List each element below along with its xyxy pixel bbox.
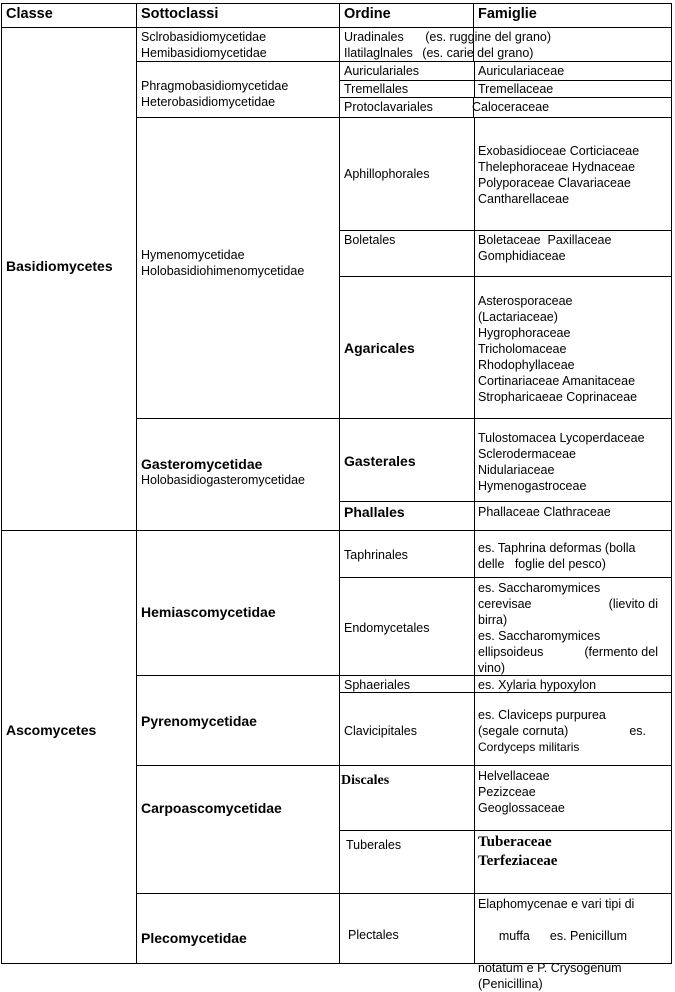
col-divider-2 <box>339 3 340 964</box>
order-boletales: Boletales <box>344 233 396 247</box>
class-ascomycetes: Ascomycetes <box>6 722 97 738</box>
family-line: es. Claviceps purpurea <box>478 708 606 722</box>
table-border-top <box>1 3 671 4</box>
family-text: es. <box>629 724 646 738</box>
subclass-sclrobasidiomycetidae <box>141 29 267 61</box>
order-name: Ilatilaglnales <box>344 46 413 60</box>
order-gasterales: Gasterales <box>344 453 416 469</box>
family-protoclavariales: Caloceraceae <box>472 100 550 114</box>
order-ilatilaginales <box>344 45 584 61</box>
family-line: (Lactariaceae) <box>478 310 558 324</box>
col-divider-1 <box>136 3 137 964</box>
subclass-divider <box>136 61 671 62</box>
family-line: (Penicillina) <box>478 977 543 991</box>
subclass-phragmobasidiomycetidae <box>141 78 288 110</box>
family-discales <box>478 768 565 816</box>
family-line: vino) <box>478 661 506 675</box>
family-auriculariales: Auriculariaceae <box>478 64 565 78</box>
order-divider <box>339 830 671 831</box>
class-divider <box>1 530 671 531</box>
subclass-divider <box>136 117 671 118</box>
header-divider <box>1 27 671 28</box>
subclass-gasteromycetidae <box>141 456 305 488</box>
family-line: Terfeziaceae <box>478 853 558 869</box>
family-text: (segale cornuta) <box>478 724 569 738</box>
family-line: Asterosporaceae <box>478 294 573 308</box>
order-tremellales: Tremellales <box>344 82 409 96</box>
family-clavicipitales <box>478 707 646 755</box>
family-gasterales <box>478 430 645 494</box>
family-line: Nidulariaceae <box>478 463 555 477</box>
family-text: cerevisae <box>478 597 532 611</box>
subclass-line: Holobasidiogasteromycetidae <box>141 473 305 487</box>
family-line: es. Saccharomymices <box>478 581 601 595</box>
order-divider <box>339 230 671 231</box>
family-line <box>478 644 658 660</box>
subclass-hymenomycetidae <box>141 247 304 279</box>
family-line: notatum e P. Crysogenum <box>478 961 622 975</box>
order-endomycetales: Endomycetales <box>344 621 430 635</box>
family-agaricales <box>478 293 637 405</box>
subclass-plecomycetidae: Plecomycetidae <box>141 930 247 946</box>
order-divider <box>339 97 671 98</box>
family-line: Tulostomacea Lycoperdaceae <box>478 431 645 445</box>
family-line: Cordyceps militaris <box>478 740 580 754</box>
family-line: Cortinariaceae Amanitaceae <box>478 374 636 388</box>
family-line: Thelephoraceae Hydnaceae <box>478 160 636 174</box>
table-border-right <box>671 3 672 964</box>
family-line: Sclerodermaceae <box>478 447 576 461</box>
subclass-line: Hemibasidiomycetidae <box>141 46 267 60</box>
header-classe: Classe <box>6 6 53 22</box>
family-line: es. Taphrina deformas (bolla <box>478 541 636 555</box>
subclass-line: Phragmobasidiomycetidae <box>141 79 289 93</box>
family-text: muffa <box>498 929 530 943</box>
family-line: Geoglossaceae <box>478 801 565 815</box>
order-divider <box>339 501 671 502</box>
family-line: Cantharellaceae <box>478 192 570 206</box>
family-line: Rhodophyllaceae <box>478 358 575 372</box>
table-border-left <box>1 3 2 964</box>
order-note: (es. ruggine del grano) <box>425 30 552 44</box>
family-line: Hygrophoraceae <box>478 326 571 340</box>
order-divider <box>339 276 671 277</box>
order-tuberales: Tuberales <box>346 838 402 852</box>
subclass-divider <box>136 418 671 419</box>
order-note: (es. carie del grano) <box>422 46 534 60</box>
family-text: (fermento del <box>584 645 658 659</box>
order-uradinales <box>344 29 584 45</box>
subclass-divider <box>136 893 671 894</box>
order-auriculariales: Auriculariales <box>344 64 420 78</box>
order-agaricales: Agaricales <box>344 340 415 356</box>
family-line: birra) <box>478 613 508 627</box>
order-phallales: Phallales <box>344 504 405 520</box>
subclass-line: Hymenomycetidae <box>141 248 245 262</box>
family-text: ellipsoideus <box>478 645 544 659</box>
subclass-divider <box>136 765 671 766</box>
order-protoclavariales: Protoclavariales <box>344 100 433 114</box>
family-line: Tuberaceae <box>478 834 552 850</box>
family-text: es. Penicillum <box>549 929 628 943</box>
subclass-line: Sclrobasidiomycetidae <box>141 30 267 44</box>
family-aphillophorales <box>478 143 639 207</box>
subclass-line: Holobasidiohimenomycetidae <box>141 264 305 278</box>
col-divider-3d <box>474 118 475 964</box>
header-sottoclassi: Sottoclassi <box>141 6 219 22</box>
family-boletales <box>478 232 611 264</box>
family-line: Polyporaceae Clavariaceae <box>478 176 631 190</box>
family-line <box>478 723 646 739</box>
subclass-pyrenomycetidae: Pyrenomycetidae <box>141 713 257 729</box>
header-famiglie: Famiglie <box>478 6 537 22</box>
order-name: Uradinales <box>344 30 404 44</box>
family-line <box>478 912 664 960</box>
family-line: Gomphidiaceae <box>478 249 566 263</box>
subclass-hemiascomycetidae: Hemiascomycetidae <box>141 604 276 620</box>
header-ordine: Ordine <box>344 6 391 22</box>
order-aphillophorales: Aphillophorales <box>344 167 430 181</box>
order-taphrinales: Taphrinales <box>344 548 408 562</box>
family-taphrinales <box>478 540 636 572</box>
subclass-line: Gasteromycetidae <box>141 456 263 472</box>
order-discales: Discales <box>341 773 390 788</box>
family-phallales: Phallaceae Clathraceae <box>478 505 611 519</box>
family-text: (lievito di <box>608 597 658 611</box>
family-line: Tricholomaceae <box>478 342 567 356</box>
family-endomycetales <box>478 580 658 676</box>
family-line: Stropharicaeae Coprinaceae <box>478 390 638 404</box>
family-line: es. Saccharomymices <box>478 629 601 643</box>
family-plectales <box>478 896 664 992</box>
subclass-line: Heterobasidiomycetidae <box>141 95 276 109</box>
family-line: Helvellaceae <box>478 769 550 783</box>
class-basidiomycetes: Basidiomycetes <box>6 258 113 274</box>
family-line <box>478 596 658 612</box>
subclass-carpoascomycetidae: Carpoascomycetidae <box>141 800 282 816</box>
family-line: Exobasidioceae Corticiaceae <box>478 144 640 158</box>
order-sphaeriales: Sphaeriales <box>344 678 411 692</box>
family-tuberales <box>478 833 557 871</box>
order-divider <box>339 577 671 578</box>
family-line: Elaphomycenae e vari tipi di <box>478 897 635 911</box>
family-line: delle foglie del pesco) <box>478 557 606 571</box>
family-line: Pezizceae <box>478 785 536 799</box>
family-sphaeriales: es. Xylaria hypoxylon <box>478 678 597 692</box>
family-line: Hymenogastroceae <box>478 479 587 493</box>
order-clavicipitales: Clavicipitales <box>344 724 417 738</box>
family-line: Boletaceae Paxillaceae <box>478 233 612 247</box>
order-plectales: Plectales <box>348 928 399 942</box>
family-tremellales: Tremellaceae <box>478 82 554 96</box>
